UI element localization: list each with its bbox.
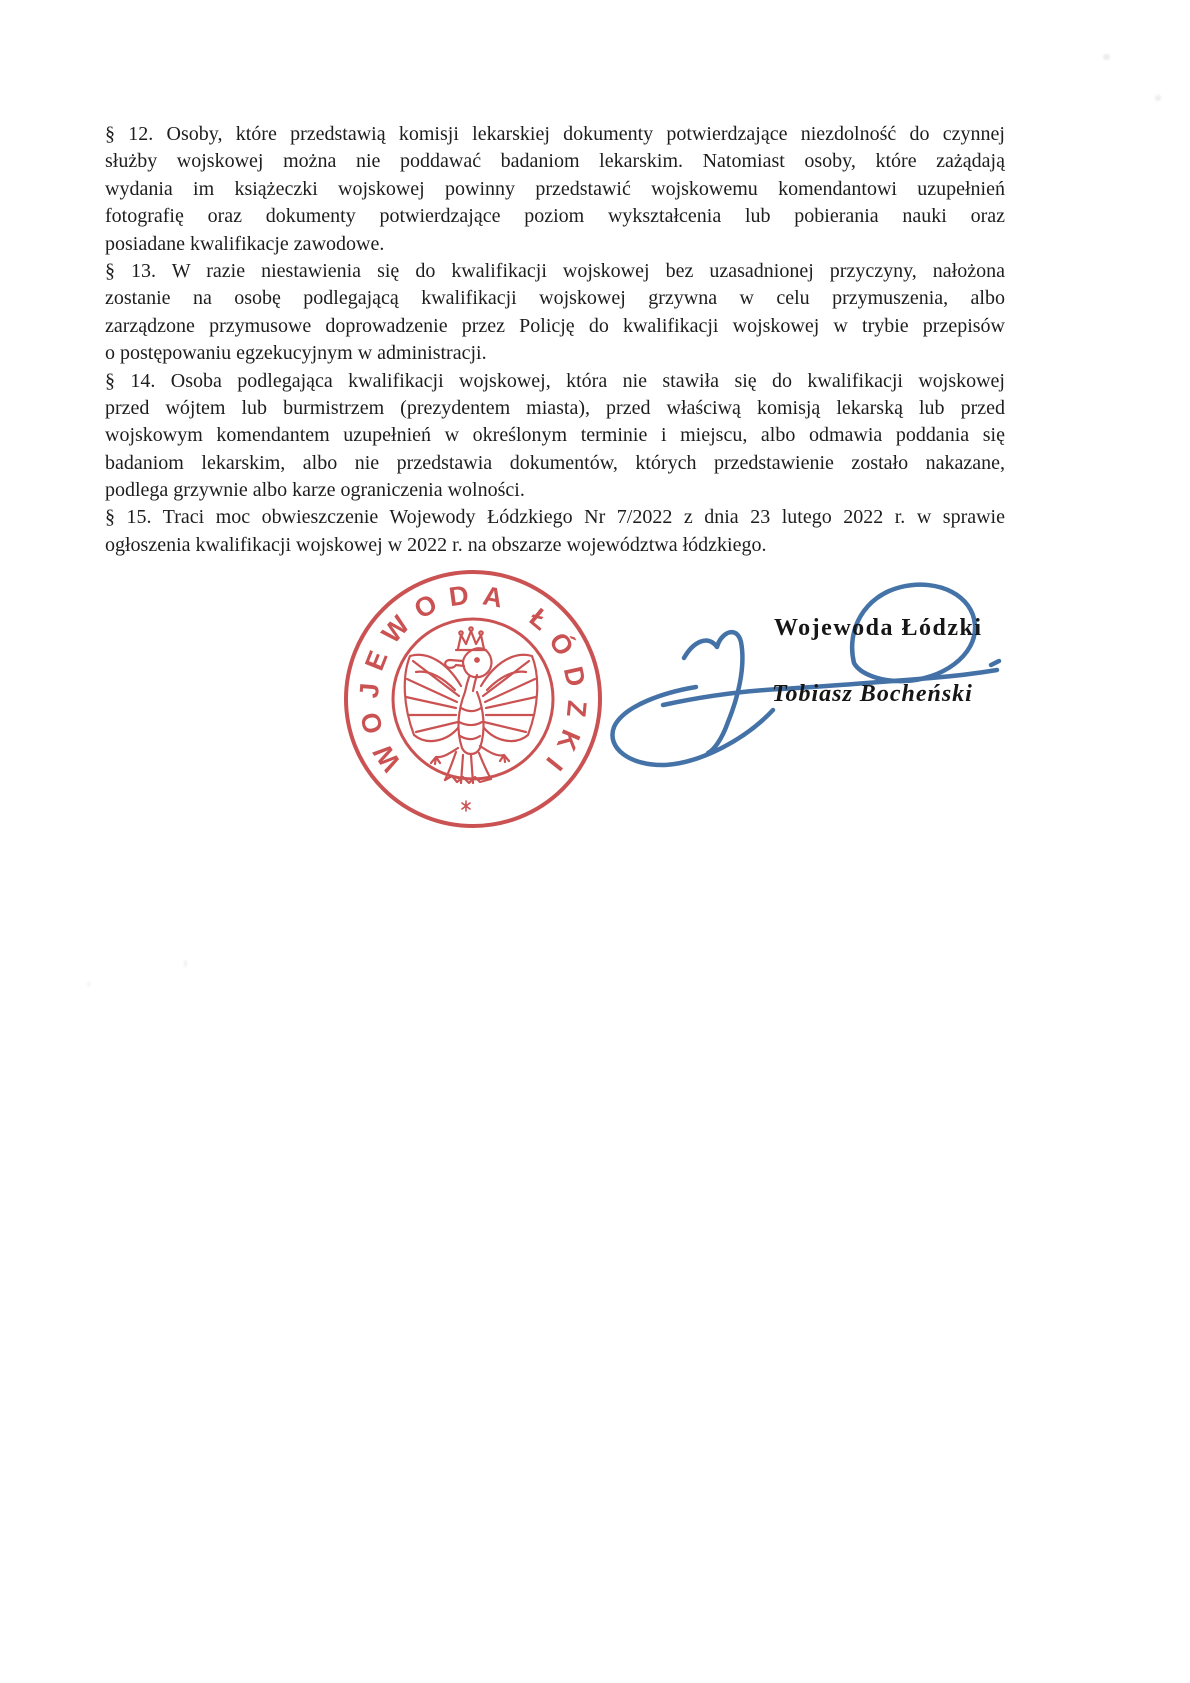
signatory-name: Tobiasz Bocheński	[772, 681, 973, 707]
text-line: wydania im książeczki wojskowej powinny przedstawić wojskowemu komendantowi uzupełnień	[105, 177, 1005, 200]
scan-speck	[87, 982, 90, 987]
text-line: § 13. W razie niestawienia się do kwalifikacji wojskowej bez uzasadnionej przyczyny, nałożona	[105, 259, 1005, 282]
text-line: badaniom lekarskim, albo nie przedstawia dokumentów, których przedstawienie zostało nakazane,	[105, 451, 1005, 474]
text-line: służby wojskowej można nie poddawać badaniom lekarskim. Natomiast osoby, które zażądają	[105, 150, 1005, 173]
stamp-inner-ring	[393, 619, 553, 779]
scan-speck	[1155, 95, 1161, 101]
text-line: podlega grzywnie albo karze ograniczenia wolności.	[105, 479, 525, 502]
text-line: fotografię oraz dokumenty potwierdzające poziom wykształcenia lub pobierania nauki oraz	[105, 205, 1005, 228]
text-line: przed wójtem lub burmistrzem (prezydentem miasta), przed właściwą komisją lekarską lub przed	[105, 396, 1005, 419]
scan-speck	[184, 960, 187, 967]
text-line: zostanie na osobę podlegającą kwalifikacji wojskowej grzywna w celu przymuszenia, albo	[105, 287, 1005, 310]
polish-eagle-icon	[405, 627, 537, 783]
signatory-title: Wojewoda Łódzki	[774, 615, 983, 641]
text-line: o postępowaniu egzekucyjnym w administracji.	[105, 342, 487, 365]
signature-initial-stroke	[684, 632, 742, 753]
paragraph-14	[105, 368, 1005, 505]
scan-speck	[1103, 54, 1110, 60]
text-line: wojskowym komendantem uzupełnień w określonym terminie i miejscu, albo odmawia poddania się	[105, 424, 1005, 447]
svg-text:WOJEWODA ŁÓDZKI	[354, 580, 592, 777]
text-line: ogłoszenia kwalifikacji wojskowej w 2022 r. na obszarze województwa łódzkiego.	[105, 533, 767, 556]
text-line: § 14. Osoba podlegająca kwalifikacji wojskowej, która nie stawiła się do kwalifikacji wojskowej	[105, 369, 1005, 392]
paragraph-13	[105, 258, 1005, 368]
stamp-bottom-mark	[462, 801, 470, 811]
document-body-text	[105, 121, 1005, 559]
text-line: zarządzone przymusowe doprowadzenie przez Policję do kwalifikacji wojskowej w trybie przepisów	[105, 314, 1005, 337]
text-line: § 12. Osoby, które przedstawią komisji lekarskiej dokumenty potwierdzające niezdolność do czynnej	[105, 123, 1005, 145]
signature-end-tick	[991, 661, 999, 665]
paragraph-12	[105, 121, 1005, 258]
stamp-outer-ring	[346, 572, 600, 826]
paragraph-15	[105, 504, 1005, 559]
signature-lower-loop	[612, 687, 773, 765]
text-line: § 15. Traci moc obwieszczenie Wojewody Łódzkiego Nr 7/2022 z dnia 23 lutego 2022 r. w sprawie	[105, 506, 1005, 529]
text-line: posiadane kwalifikacje zawodowe.	[105, 232, 385, 255]
stamp-ring-text: WOJEWODA ŁÓDZKI	[353, 579, 593, 777]
